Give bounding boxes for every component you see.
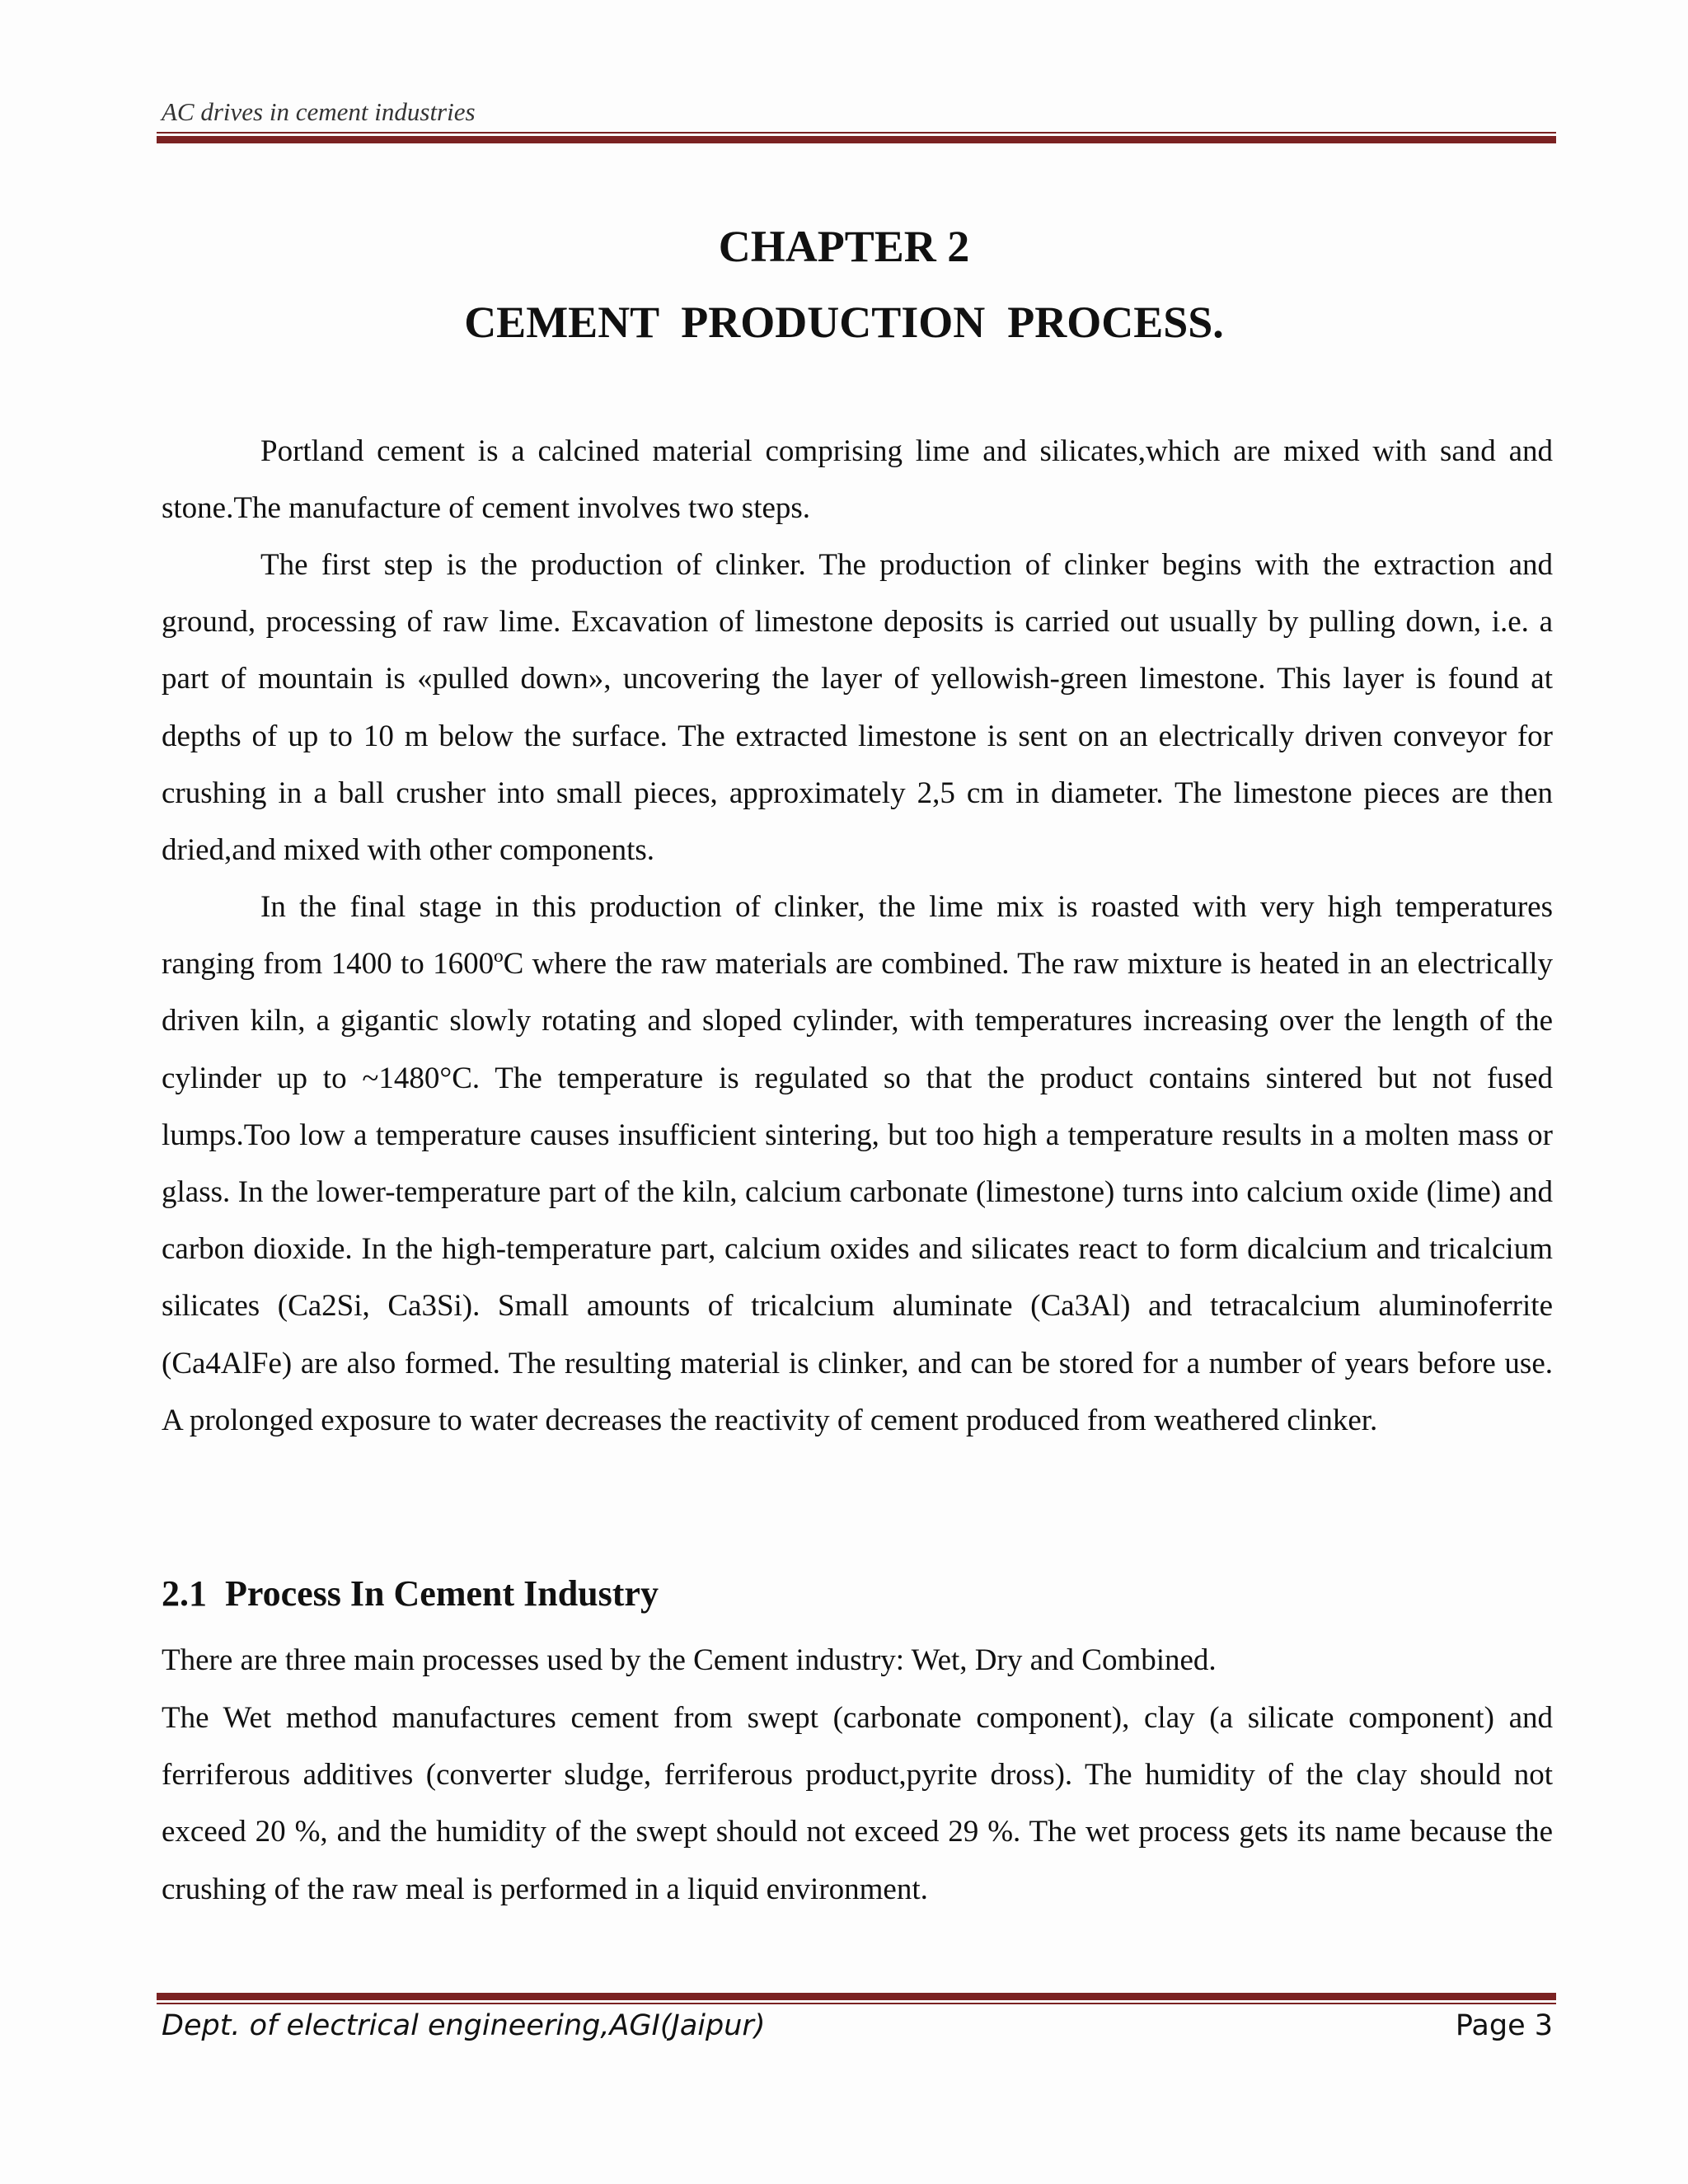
section-heading: 2.1 Process In Cement Industry [162,1573,659,1614]
paragraph-wet-method: The Wet method manufactures cement from swept (carbonate component), clay (a silicate component) and ferriferous additives (converter sludge, ferriferous product,pyrite dross). The humidity of the clay should not exceed 20 %, and the humidity of the swept should not exceed 29 %. The wet process gets its name because the crushing of the raw meal is performed in a liquid environment. [162,1701,1553,1906]
paragraph-clinker-final-stage: In the final stage in this production of clinker, the lime mix is roasted with very high temperatures ranging from 1400 to 1600ºC where the raw materials are combined. The raw mixture is heated in an electrically driven kiln, a gigantic slowly rotating and sloped cylinder, with temperatures increasing over the length of the cylinder up to ~1480°C. The temperature is regulated so that the product contains sintered but not fused lumps.Too low a temperature causes insufficient sintering, but too high a temperature results in a molten mass or glass. In the lower-temperature part of the kiln, calcium carbonate (limestone) turns into calcium oxide (lime) and carbon dioxide. In the high-temperature part, calcium oxides and silicates react to form dicalcium and tricalcium silicates (Ca2Si, Ca3Si). Small amounts of tricalcium aluminate (Ca3Al) and tetracalcium aluminoferrite (Ca4AlFe) are also formed. The resulting material is clinker, and can be stored for a number of years before use. A prolonged exposure to water decreases the reactivity of cement produced from weathered clinker. [162,890,1553,1437]
footer-department: Dept. of electrical engineering,AGI(Jaipur) [162,2009,766,2042]
chapter-title: CEMENT PRODUCTION PROCESS. [464,298,1224,347]
header-rule [157,132,1556,143]
footer-rule [157,1993,1556,2004]
page-number: Page 3 [1455,2009,1553,2042]
chapter-number: CHAPTER 2 [718,222,970,271]
running-header: AC drives in cement industries [162,97,476,126]
paragraph-intro: Portland cement is a calcined material comprising lime and silicates,which are mixed with sand and stone.The manufacture of cement involves two steps. [162,434,1553,526]
paragraph-three-processes: There are three main processes used by the Cement industry: Wet, Dry and Combined. [162,1643,1217,1677]
paragraph-clinker-first-step: The first step is the production of clinker. The production of clinker begins with the extraction and ground, processing of raw lime. Excavation of limestone deposits is carried out usually by pulling down, i.e. a part of mountain is «pulled down», uncovering the layer of yellowish-green limestone. This layer is found at depths of up to 10 m below the surface. The extracted limestone is sent on an electrically driven conveyor for crushing in a ball crusher into small pieces, approximately 2,5 cm in diameter. The limestone pieces are then dried,and mixed with other components. [162,548,1553,868]
